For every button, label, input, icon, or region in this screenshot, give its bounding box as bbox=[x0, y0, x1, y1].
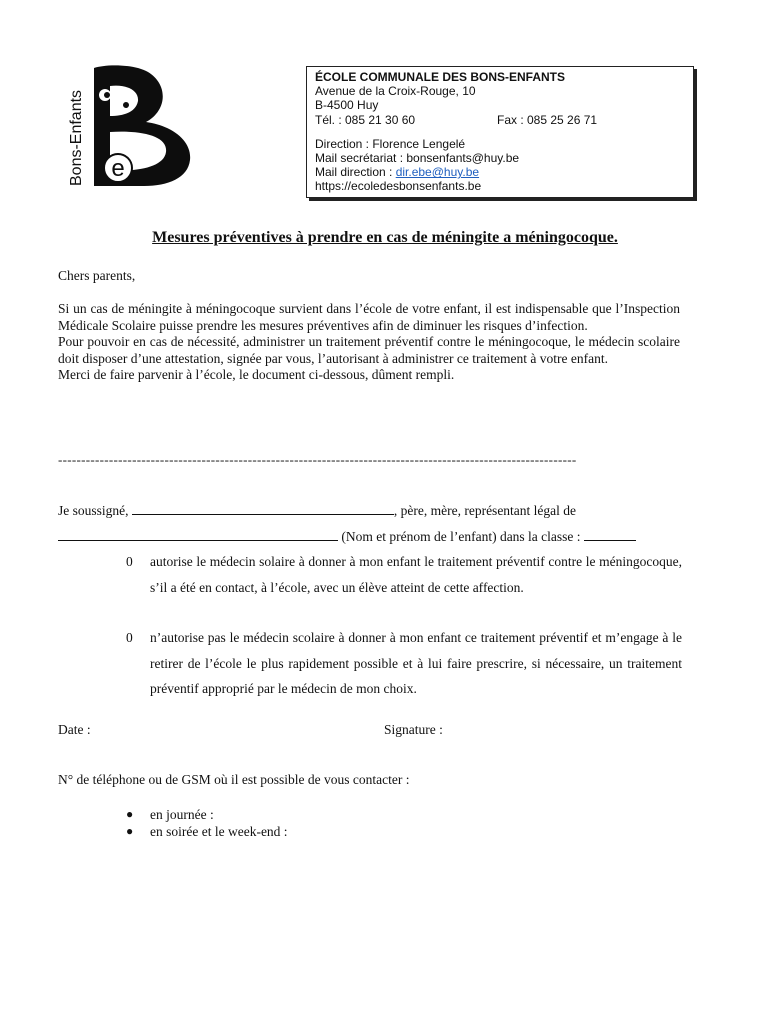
option-refuse[interactable] bbox=[126, 625, 682, 702]
school-name: ÉCOLE COMMUNALE DES BONS-ENFANTS bbox=[315, 70, 566, 84]
mail-direction-label: Mail direction : bbox=[315, 165, 396, 180]
phone-list bbox=[126, 806, 288, 840]
document-title: Mesures préventives à prendre en cas de méningite a méningocoque. bbox=[152, 229, 618, 246]
school-logo bbox=[64, 64, 194, 188]
child-name-field[interactable] bbox=[58, 528, 338, 541]
school-city: B-4500 Huy bbox=[315, 98, 379, 113]
option-authorize-text: autorise le médecin solaire à donner à mon enfant le traitement préventif contre le méningocoque, s’il a été en contact, à l’école, avec un élève atteint de cette affection. bbox=[150, 554, 682, 595]
bullet-icon: ● bbox=[126, 807, 134, 821]
list-item bbox=[126, 823, 288, 840]
option-refuse-text: n’autorise pas le médecin scolaire à donner à mon enfant ce traitement préventif et m’engage à le retirer de l’école le plus rapidement possible et à lui faire prescrire, si nécessaire, un traitement préventif approprié par le médecin de mon choix. bbox=[150, 630, 682, 696]
bullet-icon: ● bbox=[126, 824, 134, 838]
date-label: Date : bbox=[58, 722, 91, 737]
intro-paragraph-2: Pour pouvoir en cas de nécessité, administrer un traitement préventif contre le méningocoque, le médecin scolaire doit disposer d’une attestation, signée par vous, l’autorisant à administrer ce traitement à votre enfant. bbox=[58, 334, 680, 366]
option-marker[interactable]: 0 bbox=[126, 554, 133, 569]
intro-text bbox=[58, 301, 680, 384]
signature-label: Signature : bbox=[384, 722, 443, 737]
phone-fax-row bbox=[315, 113, 685, 127]
class-field[interactable] bbox=[584, 528, 636, 541]
list-item bbox=[126, 806, 288, 823]
option-authorize[interactable] bbox=[126, 549, 682, 600]
phone-label: N° de téléphone ou de GSM où il est possible de vous contacter : bbox=[58, 772, 410, 787]
parent-name-field[interactable] bbox=[132, 502, 394, 515]
logo-small-letter: e bbox=[111, 155, 125, 182]
school-direction: Direction : Florence Lengelé bbox=[315, 136, 466, 151]
mail-direction-link[interactable]: dir.ebe@huy.be bbox=[395, 165, 480, 180]
mail-secretariat: Mail secrétariat : bonsenfants@huy.be bbox=[315, 151, 520, 166]
phone-evening-label: en soirée et le week-end : bbox=[150, 824, 288, 839]
phone-daytime-label: en journée : bbox=[150, 807, 214, 822]
form-line-1-suffix: , père, mère, représentant légal de bbox=[393, 503, 577, 518]
form-line-1-prefix: Je soussigné, bbox=[58, 503, 132, 518]
school-website: https://ecoledesbonsenfants.be bbox=[315, 179, 482, 194]
salutation: Chers parents, bbox=[58, 268, 136, 283]
intro-paragraph-3: Merci de faire parvenir à l’école, le document ci-dessous, dûment rempli. bbox=[58, 367, 455, 382]
school-contact-box bbox=[306, 66, 694, 198]
form-line-2-suffix: (Nom et prénom de l’enfant) dans la classe : bbox=[338, 529, 584, 544]
school-address: Avenue de la Croix-Rouge, 10 bbox=[315, 84, 476, 99]
logo-vertical-text: Bons-Enfants bbox=[68, 89, 85, 186]
form-line-2 bbox=[58, 528, 636, 545]
intro-paragraph-1: Si un cas de méningite à méningocoque survient dans l’école de votre enfant, il est indispensable que l’Inspection Médicale Scolaire puisse prendre les mesures préventives afin de diminuer les risques d’infection. bbox=[58, 301, 680, 333]
mail-direction bbox=[315, 165, 685, 179]
form-line-1 bbox=[58, 502, 576, 519]
school-tel: Tél. : 085 21 30 60 bbox=[315, 112, 416, 127]
school-fax: Fax : 085 25 26 71 bbox=[497, 112, 598, 127]
cut-separator: ---------------------------------------------------------------------------------------------------------------- bbox=[58, 452, 577, 467]
option-marker[interactable]: 0 bbox=[126, 630, 133, 645]
